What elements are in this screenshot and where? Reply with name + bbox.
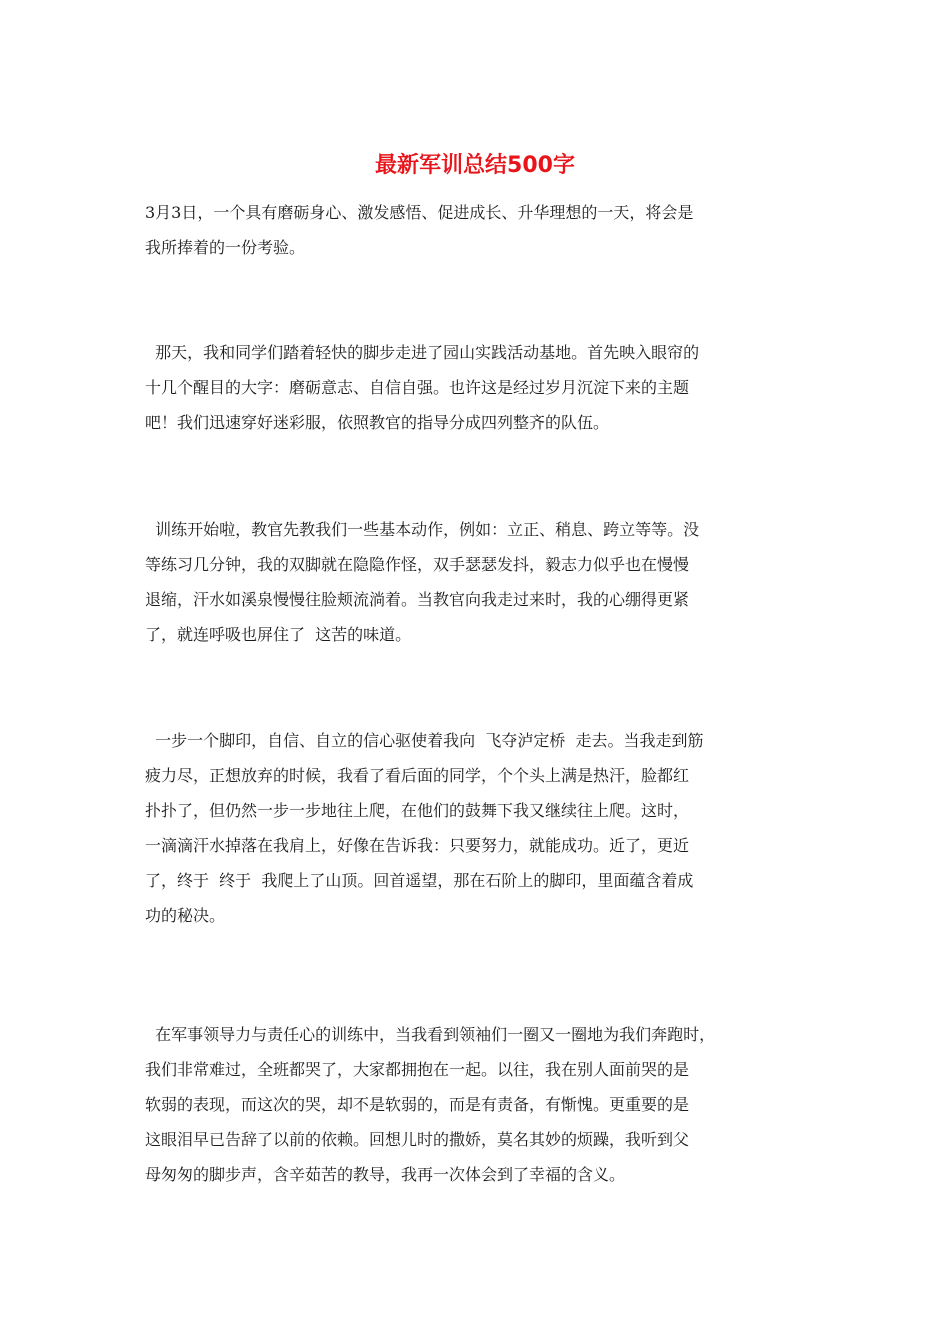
paragraph-line: 吧！我们迅速穿好迷彩服，依照教官的指导分成四列整齐的队伍。 [145,413,610,432]
paragraph-line: 这眼泪早已告辞了以前的依赖。回想儿时的撒娇，莫名其妙的烦躁，我听到父 [145,1130,690,1149]
paragraph-3 [145,512,813,652]
paragraph-line: 扑扑了，但仍然一步一步地往上爬，在他们的鼓舞下我又继续往上爬。这时， [145,801,690,820]
paragraph-4 [145,723,813,933]
paragraph-line: 了，就连呼吸也屏住了 这苦的味道。 [145,625,412,644]
paragraph-2 [145,335,813,440]
paragraph-line: 功的秘决。 [145,906,226,925]
paragraph-line: 那天，我和同学们踏着轻快的脚步走进了园山实践活动基地。首先映入眼帘的 [145,343,700,362]
paragraph-line: 训练开始啦，教官先教我们一些基本动作，例如：立正、稍息、跨立等等。没 [145,520,700,539]
paragraph-line: 我所捧着的一份考验。 [145,238,306,257]
paragraph-line: 疲力尽，正想放弃的时候，我看了看后面的同学，个个头上满是热汗，脸都红 [145,766,690,785]
paragraph-line: 一步一个脚印，自信、自立的信心驱使着我向 飞夺泸定桥 走去。当我走到筋 [145,731,704,750]
paragraph-line: 我们非常难过，全班都哭了，大家都拥抱在一起。以往，我在别人面前哭的是 [145,1060,690,1079]
paragraph-line: 3月3日，一个具有磨砺身心、激发感悟、促进成长、升华理想的一天，将会是 [145,203,694,222]
paragraph-line: 软弱的表现，而这次的哭，却不是软弱的，而是有责备，有惭愧。更重要的是 [145,1095,690,1114]
paragraph-line: 了，终于 终于 我爬上了山顶。回首遥望，那在石阶上的脚印，里面蕴含着成 [145,871,694,890]
paragraph-line: 十几个醒目的大字：磨砺意志、自信自强。也许这是经过岁月沉淀下来的主题 [145,378,690,397]
paragraph-line: 一滴滴汗水掉落在我肩上，好像在告诉我：只要努力，就能成功。近了，更近 [145,836,690,855]
paragraph-line: 等练习几分钟，我的双脚就在隐隐作怪，双手瑟瑟发抖，毅志力似乎也在慢慢 [145,555,690,574]
paragraph-1 [145,195,813,265]
document-title: 最新军训总结500字 [375,153,575,178]
paragraph-line: 退缩，汗水如溪泉慢慢往脸颊流淌着。当教官向我走过来时，我的心绷得更紧 [145,590,690,609]
paragraph-5 [145,1017,813,1192]
paragraph-line: 母匆匆的脚步声，含辛茹苦的教导，我再一次体会到了幸福的含义。 [145,1165,626,1184]
paragraph-line: 在军事领导力与责任心的训练中，当我看到领袖们一圈又一圈地为我们奔跑时， [145,1025,716,1044]
